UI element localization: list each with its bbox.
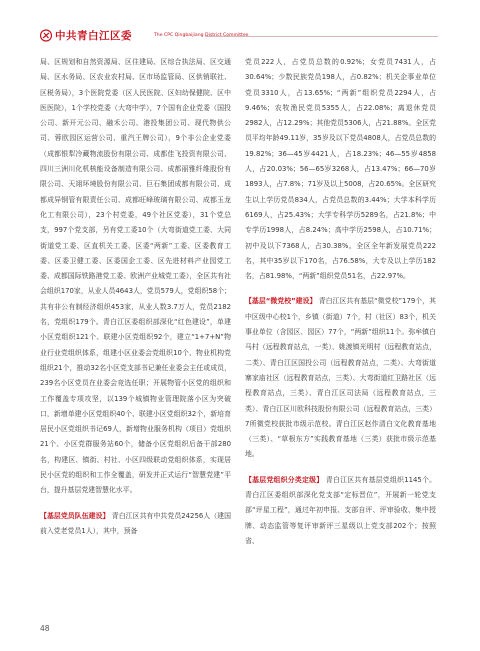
section-heading: 【基层“微党校”建设】 xyxy=(245,297,317,306)
section-member-team xyxy=(40,509,231,540)
page-header xyxy=(0,0,480,44)
section-gap xyxy=(245,284,436,294)
section-text: 青白江区共有基层党组织1145个。青白江区委组织部深化党支部“定标晋位”，开展新一轮党支部“评星工程”，通过年初申报、支部自评、评审验收、集中授牌、动态监管等复评审新评三星级以上党支部202个；按照省、 xyxy=(245,475,436,545)
section-heading: 【基层党组织分类定级】 xyxy=(245,475,324,484)
party-emblem-icon xyxy=(40,29,52,42)
header-divider xyxy=(205,36,438,37)
section-micro-school xyxy=(245,294,436,462)
section-text: 青白江区共有中共党员24256人（建国前入党老党员1人），其中，预备 xyxy=(40,511,232,535)
right-paragraph-1: 党员222人，占党员总数的0.92%；女党员7431人，占30.64%；少数民族党员198人，占0.82%；机关企事业单位党员3310人，占13.65%；“两新”组织党员2294人，占9.46%；农牧渔民党员5355人，占22.08%；离退休党员2982人，占12.29%；其他党员5306人，占21.88%。全区党员平均年龄49.11岁，35岁及以下党员4808人，占党员总数的19.82%；36—45岁4421人，占18.23%；46—55岁4858人，占20.03%；56—65岁3268人，占13.47%；66—70岁1893人，占7.8%；71岁及以上5008，占20.65%。全区研究生以上学历党员834人，占党员总数的3.44%；大学本科学历6169人，占25.43%；大学专科学历5289名，占21.8%；中专学历1998人，占8.24%；高中学历2598人，占10.71%；初中及以下7368人，占30.38%。全区全年新发展党员222名，其中35岁以下170名，占76.58%，大专及以上学历182名，占81.98%，“两新”组织党员51名，占22.97%。 xyxy=(245,58,436,281)
section-gap xyxy=(245,463,436,473)
section-gap xyxy=(40,499,231,509)
page-number: 48 xyxy=(40,624,50,633)
right-column xyxy=(245,55,436,549)
left-column xyxy=(40,55,231,539)
header-title: 中共青白江区委 xyxy=(55,30,132,42)
section-classification xyxy=(245,473,436,549)
section-heading: 【基层党员队伍建设】 xyxy=(40,511,110,520)
section-text: 青白江区共有基层“微党校”179个，其中区级中心校1个，乡镇（街道）7个，村（社区）83个，机关事业单位（含园区、园区）77个，“两新”组织11个。弥牟镇白马村（远程教育站点，一类）、姚渡镇光明村（远程教育站点，二类）、青白江区国投公司（远程教育站点，二类）、大弯街道寨家庙社区（远程教育站点，三类）、大弯街道红卫路社区（远程教育站点，三类）、青白江区司法局（远程教育站点，三类）、青白江区川欧科技股份有限公司（远程教育站点，三类）7所微党校获批市级示范校。青白江区赵作清白文化教育基地（三类）、“草根东方”实践教育基地（三类）获批市级示范基地。 xyxy=(245,297,436,459)
left-paragraph-1: 局、区规划和自然资源局、区住建局、区综合执法局、区交通局、区水务局、区农业农村局、区市场监管局、区供销联社、区税务局），3个医院党委（区人民医院、区妇幼保健院、区中医医院），1个学校党委（大弯中学），7个国有企业党委（国投公司、新开元公司、融禾公司、港投集团公司、现代物供公司、蓉欧园区运营公司、重汽王牌公司），9个非公企业党委（成都银犁冷藏物流股份有限公司、成都佳飞投资有限公司、四川三洲川化机核能设备制造有限公司、成都丽雅纤维股份有限公司、天翊环境股份有限公司、巨石集团成都有限公司、成都成异钢管有限责任公司、成都旺峰玻璃有限公司、成都玉龙化工有限公司），23个村党委，49个社区党委），31个党总支，997个党支部，另有党工委10个（大弯街道党工委、大同街道党工委、区直机关工委、区委“两新”工委、区委教育工委、区委卫健工委、区委国企工委、区先进材料产业园党工委、成都国际铁路港党工委、欧洲产业城党工委），全区共有社会组织170家，从业人员4643人，党员579人，党组织58个；共有非公有制经济组织453家，从业人数3.7万人，党员2182名，党组织179个。青白江区委组织部深化“红色建设”，单建小区党组织121个、联建小区党组织92个，建立“1+7+N”物业行业党组织体系，组建小区业委会党组织10个、物业机构党组织21个，推动32名小区党支部书记兼任业委会主任或成员，239名小区党员在业委会竞选任职；开展物管小区党的组织和工作覆盖专项攻坚，以139个城镇物业管理院落小区为突破口，新增单建小区党组织40个、联建小区党组织32个，新培育居民小区党组织书记69人，新增物业服务机构（项目）党组织21个、小区党群服务站60个，储备小区党组织后备干部280名，构建区、镇街、村社、小区四级联动党组织体系，实现居民小区党的组织和工作全覆盖，研发并正式运行“智慧党建”平台，提升基层党建智慧化水平。 xyxy=(40,58,231,495)
header-subtitle: The CPC Qingbaijiang District Committee xyxy=(154,33,249,38)
